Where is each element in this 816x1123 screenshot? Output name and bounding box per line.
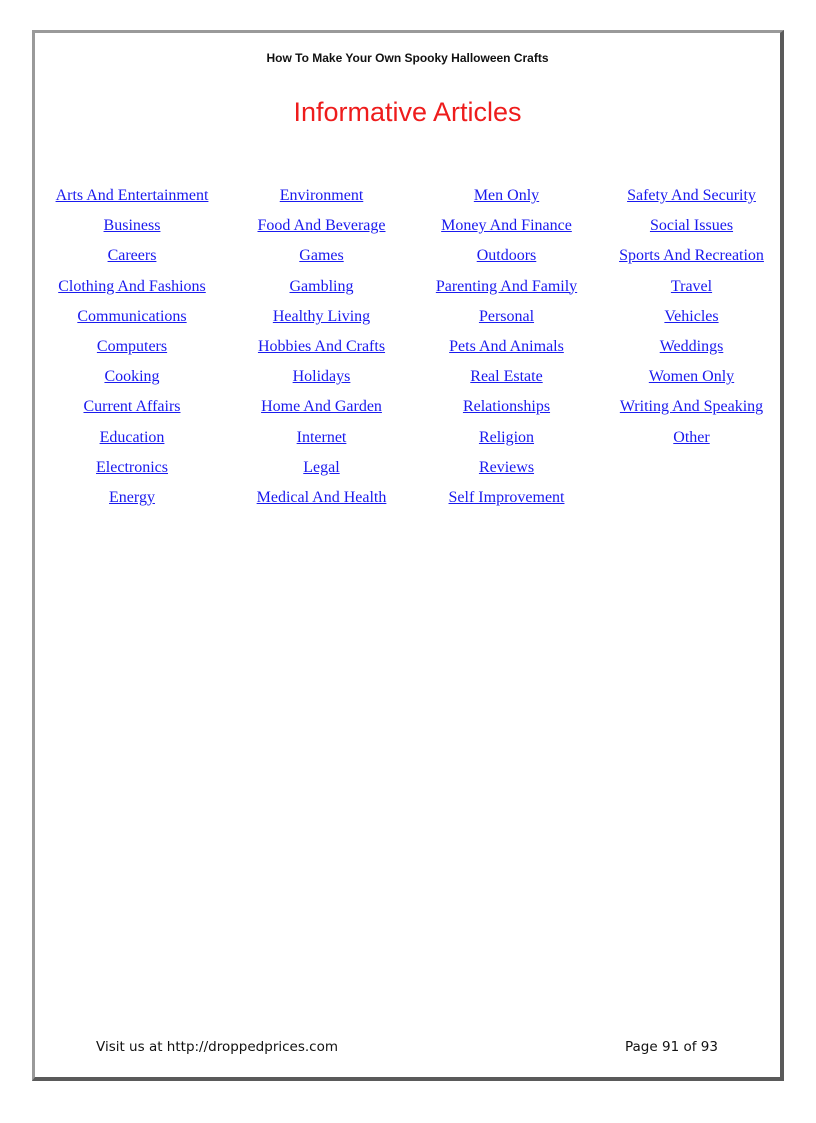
category-link[interactable]: Travel bbox=[670, 277, 713, 295]
category-link[interactable]: Internet bbox=[296, 428, 347, 446]
page-title: Informative Articles bbox=[293, 97, 522, 127]
category-link[interactable]: Electronics bbox=[96, 458, 168, 476]
empty-cell bbox=[599, 453, 784, 483]
category-link[interactable]: Healthy Living bbox=[272, 307, 371, 325]
category-link[interactable]: Other bbox=[673, 428, 710, 446]
category-links-grid bbox=[35, 181, 787, 513]
category-link[interactable]: Holidays bbox=[292, 368, 351, 386]
category-link[interactable]: Self Improvement bbox=[448, 488, 565, 506]
category-link[interactable]: Men Only bbox=[473, 187, 540, 204]
empty-cell bbox=[599, 483, 784, 513]
category-link[interactable]: Arts And Entertainment bbox=[55, 187, 209, 204]
category-link[interactable]: Real Estate bbox=[470, 368, 543, 386]
category-link[interactable]: Environment bbox=[279, 187, 364, 204]
category-link[interactable]: Writing And Speaking bbox=[619, 398, 764, 416]
category-link[interactable]: Personal bbox=[478, 307, 535, 325]
footer-visit-text: Visit us at http://droppedprices.com bbox=[96, 1039, 339, 1055]
category-link[interactable]: Clothing And Fashions bbox=[58, 277, 206, 295]
category-link[interactable]: Home And Garden bbox=[261, 398, 382, 416]
category-link[interactable]: Pets And Animals bbox=[449, 337, 564, 355]
category-link[interactable]: Religion bbox=[478, 428, 535, 446]
category-link[interactable]: Energy bbox=[109, 488, 155, 506]
category-link[interactable]: Sports And Recreation bbox=[619, 247, 764, 265]
category-link[interactable]: Medical And Health bbox=[256, 488, 387, 506]
category-link[interactable]: Current Affairs bbox=[83, 398, 181, 416]
category-link[interactable]: Gambling bbox=[289, 277, 354, 295]
category-link[interactable]: Vehicles bbox=[664, 307, 719, 325]
category-link[interactable]: Outdoors bbox=[476, 247, 537, 265]
category-link[interactable]: Business bbox=[103, 217, 161, 235]
category-link[interactable]: Games bbox=[299, 247, 344, 265]
footer-page-number: Page 91 of 93 bbox=[625, 1039, 718, 1055]
category-link[interactable]: Hobbies And Crafts bbox=[257, 337, 386, 355]
category-link[interactable]: Social Issues bbox=[649, 217, 734, 235]
category-link[interactable]: Food And Beverage bbox=[257, 217, 386, 235]
category-link[interactable]: Communications bbox=[77, 307, 187, 325]
category-link[interactable]: Cooking bbox=[104, 368, 160, 386]
category-link[interactable]: Relationships bbox=[462, 398, 551, 416]
category-link[interactable]: Legal bbox=[303, 458, 340, 476]
category-link[interactable]: Reviews bbox=[478, 458, 535, 476]
category-link[interactable]: Money And Finance bbox=[441, 217, 572, 235]
category-link[interactable]: Careers bbox=[107, 247, 157, 265]
category-link[interactable]: Women Only bbox=[648, 368, 735, 386]
category-link[interactable]: Parenting And Family bbox=[435, 277, 578, 295]
category-link[interactable]: Education bbox=[99, 428, 165, 446]
document-header: How To Make Your Own Spooky Halloween Crafts bbox=[266, 51, 549, 65]
category-link[interactable]: Safety And Security bbox=[627, 187, 756, 204]
category-link[interactable]: Computers bbox=[96, 337, 168, 355]
category-link[interactable]: Weddings bbox=[659, 337, 724, 355]
page-frame bbox=[32, 30, 784, 1081]
